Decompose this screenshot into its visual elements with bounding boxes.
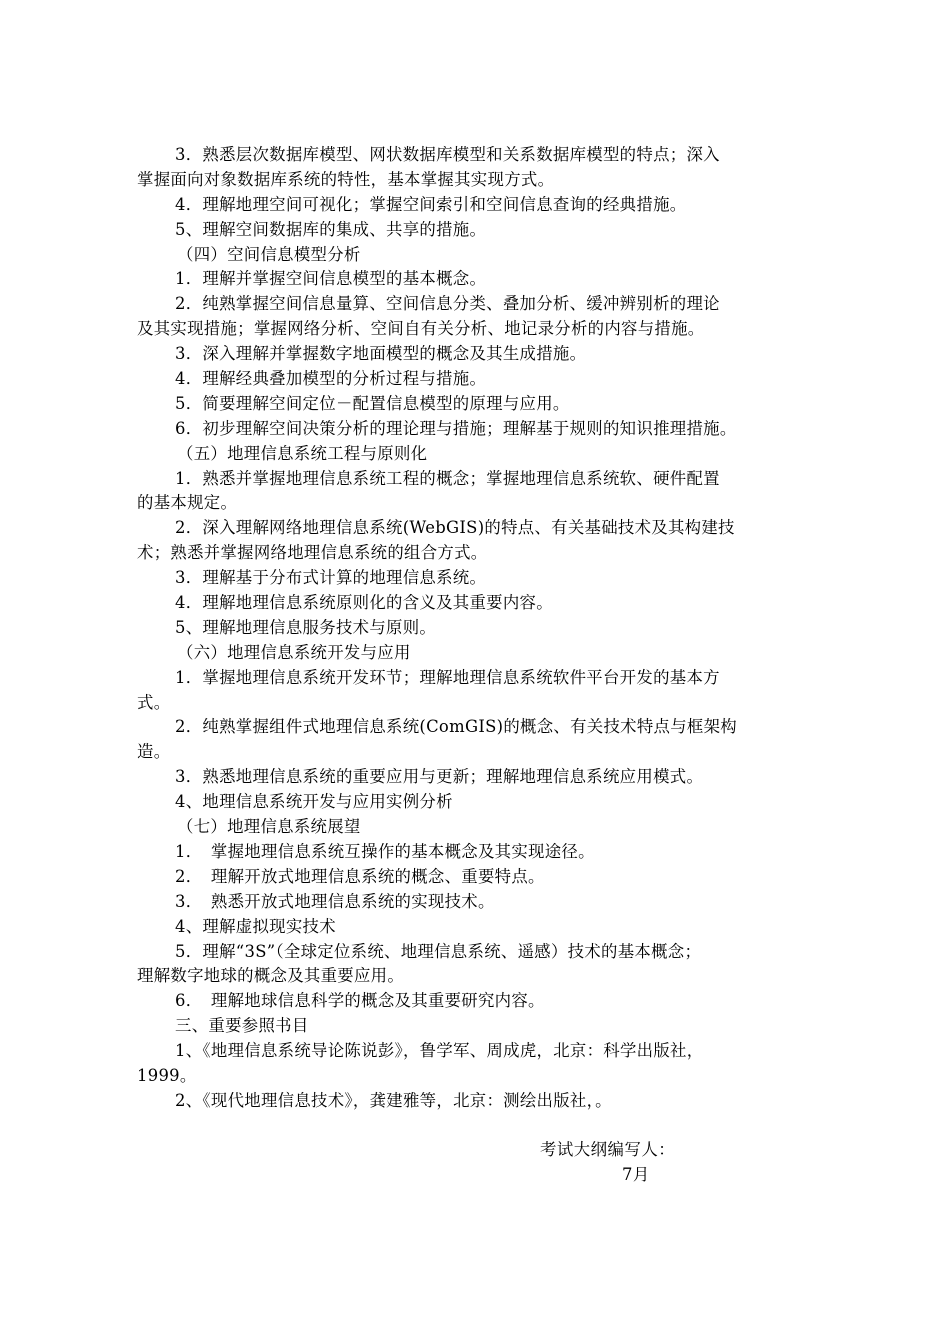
text-line: 6． 理解地球信息科学的概念及其重要研究内容。 (175, 991, 545, 1011)
text-line: 4、地理信息系统开发与应用实例分析 (175, 792, 453, 812)
text-line: 4．理解地理信息系统原则化的含义及其重要内容。 (175, 593, 553, 613)
document-body (137, 143, 817, 1114)
text-line: 理解数字地球的概念及其重要应用。 (137, 966, 405, 986)
text-line: 的基本规定。 (137, 493, 238, 513)
text-line: 2． 理解开放式地理信息系统的概念、重要特点。 (175, 866, 545, 886)
text-line: 及其实现措施；掌握网络分析、空间自有关分析、地记录分析的内容与措施。 (137, 319, 705, 339)
text-line: 3．熟悉层次数据库模型、网状数据库模型和关系数据库模型的特点；深入 (175, 145, 720, 164)
text-line: 4．理解经典叠加模型的分析过程与措施。 (175, 369, 487, 389)
text-line: 2．纯熟掌握组件式地理信息系统(ComGIS)的概念、有关技术特点与框架构 (175, 717, 738, 737)
section-heading: （六）地理信息系统开发与应用 (177, 642, 411, 662)
signoff-block (540, 1138, 675, 1188)
text-line: 造。 (137, 742, 171, 762)
text-line: 1、《地理信息系统导论陈说彭》，鲁学军、周成虎，北京：科学出版社， (175, 1041, 704, 1061)
text-line: 5．简要理解空间定位－配置信息模型的原理与应用。 (175, 393, 570, 413)
text-line: 3．熟悉地理信息系统的重要应用与更新；理解地理信息系统应用模式。 (175, 767, 704, 787)
text-line: 5．理解“3S”（全球定位系统、地理信息系统、遥感）技术的基本概念； (175, 941, 702, 961)
text-line: 三、重要参照书目 (175, 1016, 309, 1036)
text-line: 3．理解基于分布式计算的地理信息系统。 (175, 568, 487, 588)
text-line: 术；熟悉并掌握网络地理信息系统的组合方式。 (137, 543, 488, 563)
section-heading: （五）地理信息系统工程与原则化 (177, 443, 428, 463)
text-line: 1999。 (137, 1065, 197, 1085)
text-line: 1．熟悉并掌握地理信息系统工程的概念；掌握地理信息系统软、硬件配置 (175, 468, 720, 488)
text-line: 2．深入理解网络地理信息系统(WebGIS)的特点、有关基础技术及其构建技 (175, 518, 735, 538)
author-label: 考试大纲编写人： (540, 1140, 676, 1159)
text-line: 6．初步理解空间决策分析的理论理与措施；理解基于规则的知识推理措施。 (175, 418, 737, 438)
section-heading: （七）地理信息系统展望 (177, 817, 361, 837)
date-text: 7月 (622, 1164, 650, 1184)
text-line: 3． 熟悉开放式地理信息系统的实现技术。 (175, 891, 495, 911)
text-line: 2．纯熟掌握空间信息量算、空间信息分类、叠加分析、缓冲辨别析的理论 (175, 294, 720, 314)
text-line: 2、《现代地理信息技术》，龚建雅等，北京：测绘出版社，。 (175, 1090, 612, 1110)
text-line: 5、理解地理信息服务技术与原则。 (175, 617, 437, 637)
text-line: 5、理解空间数据库的集成、共享的措施。 (175, 219, 487, 239)
text-line: 4．理解地理空间可视化；掌握空间索引和空间信息查询的经典措施。 (175, 194, 687, 214)
text-line: 掌握面向对象数据库系统的特性，基本掌握其实现方式。 (137, 169, 555, 189)
text-line: 1．理解并掌握空间信息模型的基本概念。 (175, 269, 487, 289)
text-line: 4、理解虚拟现实技术 (175, 916, 336, 936)
text-line: 3．深入理解并掌握数字地面模型的概念及其生成措施。 (175, 344, 587, 364)
text-line: 1． 掌握地理信息系统互操作的基本概念及其实现途径。 (175, 841, 595, 861)
text-line: 1．掌握地理信息系统开发环节；理解地理信息系统软件平台开发的基本方 (175, 667, 720, 687)
section-heading: （四）空间信息模型分析 (177, 244, 361, 264)
text-line: 式。 (137, 692, 171, 712)
